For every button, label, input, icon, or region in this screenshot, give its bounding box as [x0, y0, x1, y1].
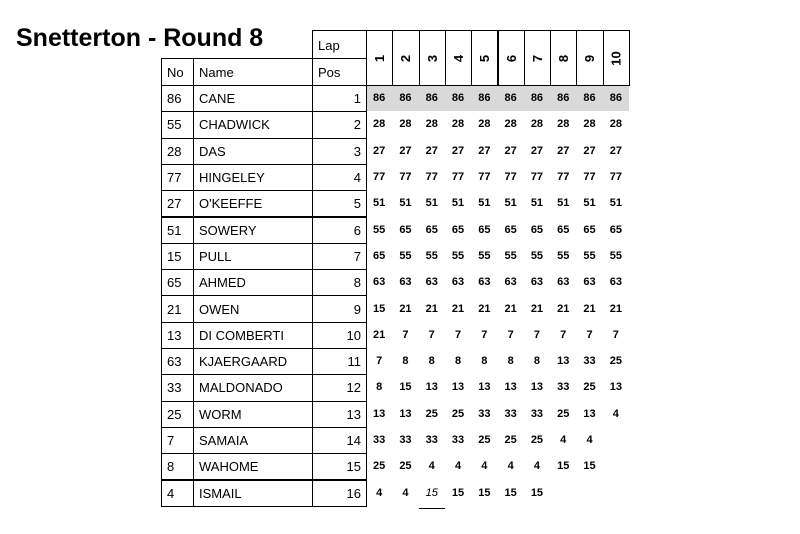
lap-cell: 15: [557, 460, 570, 473]
lap-cell: 25: [530, 434, 544, 447]
row-number: 13: [161, 322, 194, 349]
lap-cell: 33: [425, 434, 438, 447]
lap-cell: 86: [478, 92, 491, 105]
lap-cell: 28: [373, 118, 386, 131]
lap-cell: 27: [557, 144, 570, 157]
lap-cell: 8: [428, 355, 435, 368]
lap-cell: 7: [402, 328, 409, 341]
row-name: DAS: [193, 138, 313, 165]
page-title: Snetterton - Round 8: [16, 24, 264, 52]
lap-cell: 28: [504, 118, 517, 131]
cell-underline: [419, 508, 445, 509]
row-number: 7: [161, 427, 194, 454]
row-position: 8: [312, 269, 367, 296]
lap-cell: 33: [478, 407, 491, 420]
lap-cell: 7: [428, 328, 435, 341]
lap-cell: 77: [504, 171, 517, 184]
lap-cell: 21: [557, 302, 570, 315]
lap-cell: 55: [557, 249, 570, 262]
lap-cell: 15: [425, 486, 438, 499]
lap-cell: 55: [425, 249, 438, 262]
lap-cell: 13: [583, 407, 596, 420]
lap-number: 3: [424, 54, 440, 62]
row-name: HINGELEY: [193, 164, 313, 191]
row-name: O'KEEFFE: [193, 190, 313, 217]
lap-cell: 8: [402, 355, 409, 368]
lap-cell: [576, 480, 602, 506]
row-number: 77: [161, 164, 194, 191]
lap-cell: 65: [373, 249, 386, 262]
lap-cell: 28: [425, 118, 438, 131]
lap-cell: 51: [609, 197, 622, 210]
lap-cell: 27: [504, 144, 517, 157]
lap-cell: 28: [399, 118, 412, 131]
lap-cell: 21: [399, 302, 412, 315]
lap-header-8: [550, 30, 577, 86]
lap-cell: 28: [609, 118, 622, 131]
lap-cell: 8: [376, 381, 383, 394]
lap-cell: 63: [557, 276, 570, 289]
lap-cell: 7: [454, 328, 462, 341]
lap-cell: 7: [507, 328, 514, 341]
lap-cell: 4: [402, 486, 409, 499]
lap-header-7: [524, 30, 551, 86]
row-position: 2: [312, 111, 367, 138]
lap-cell: 25: [399, 460, 412, 473]
lap-cell: 21: [504, 302, 517, 315]
lap-cell: 4: [454, 460, 462, 473]
lap-cell: 7: [560, 328, 567, 341]
lap-cell: 51: [425, 197, 438, 210]
lap-cell: 51: [583, 197, 596, 210]
row-position: 1: [312, 85, 367, 112]
lap-cell: 86: [373, 92, 386, 105]
lap-cell: 33: [399, 434, 412, 447]
lap-cell: 86: [425, 92, 438, 105]
lap-cell: 77: [451, 171, 465, 184]
row-number: 65: [161, 269, 194, 296]
lap-cell: 63: [583, 276, 596, 289]
lap-number: 6: [503, 54, 519, 62]
row-number: 33: [161, 374, 194, 401]
row-name: WAHOME: [193, 453, 313, 480]
lap-cell: 27: [530, 144, 544, 157]
lap-cell: 21: [530, 302, 544, 315]
lap-cell: 27: [451, 144, 465, 157]
lap-cell: 51: [504, 197, 517, 210]
lap-cell: 33: [373, 434, 386, 447]
row-number: 25: [161, 401, 194, 428]
lap-cell: 51: [373, 197, 386, 210]
lap-cell: 13: [425, 381, 438, 394]
lap-cell: 8: [454, 355, 462, 368]
lap-cell: 27: [373, 144, 386, 157]
row-name: SOWERY: [193, 217, 313, 244]
lap-cell: 13: [557, 355, 570, 368]
row-number: 55: [161, 111, 194, 138]
row-name: ISMAIL: [193, 480, 313, 507]
row-position: 9: [312, 295, 367, 322]
lap-cell: 25: [557, 407, 570, 420]
lap-header-5: [471, 30, 498, 86]
row-number: 51: [161, 217, 194, 244]
lap-cell: 51: [557, 197, 570, 210]
lap-cell: 33: [583, 355, 596, 368]
lap-cell: 21: [451, 302, 465, 315]
row-number: 86: [161, 85, 194, 112]
lap-cell: 25: [451, 407, 465, 420]
row-number: 63: [161, 348, 194, 375]
lap-cell: 65: [478, 223, 491, 236]
lap-cell: 65: [530, 223, 544, 236]
row-position: 11: [312, 348, 367, 375]
lap-cell: 55: [478, 249, 491, 262]
lap-cell: 15: [583, 460, 596, 473]
lap-cell: 77: [530, 171, 544, 184]
lap-cell: 63: [530, 276, 544, 289]
lap-cell: [603, 453, 629, 479]
lap-cell: 4: [560, 434, 567, 447]
lap-header-10: [603, 30, 630, 86]
header-name: Name: [193, 58, 313, 86]
lap-cell: 51: [478, 197, 491, 210]
lap-cell: 33: [530, 407, 544, 420]
lap-cell: 25: [425, 407, 438, 420]
lap-cell: 63: [478, 276, 491, 289]
lap-cell: 28: [583, 118, 596, 131]
row-position: 13: [312, 401, 367, 428]
lap-cell: 86: [530, 92, 544, 105]
lap-cell: [603, 427, 629, 453]
lap-cell: 55: [609, 249, 622, 262]
row-name: DI COMBERTI: [193, 322, 313, 349]
lap-number: 2: [398, 54, 414, 62]
row-position: 6: [312, 217, 367, 244]
row-name: MALDONADO: [193, 374, 313, 401]
lap-cell: 55: [583, 249, 596, 262]
lap-cell: 55: [399, 249, 412, 262]
header-lap: Lap: [312, 30, 367, 59]
lap-header-2: [392, 30, 419, 86]
lap-cell: 4: [533, 460, 540, 473]
lap-header-6: [498, 30, 525, 86]
lap-cell: 63: [504, 276, 517, 289]
lap-cell: 55: [373, 223, 386, 236]
lap-cell: 28: [530, 118, 544, 131]
row-position: 15: [312, 453, 367, 480]
lap-cell: 8: [533, 355, 540, 368]
lap-cell: 25: [583, 381, 596, 394]
header-pos: Pos: [312, 58, 367, 86]
lap-cell: 27: [478, 144, 491, 157]
lap-cell: 77: [478, 171, 491, 184]
lap-cell: 25: [373, 460, 386, 473]
lap-header-4: [445, 30, 472, 86]
lap-cell: 65: [425, 223, 438, 236]
lap-cell: 51: [399, 197, 412, 210]
row-position: 3: [312, 138, 367, 165]
row-number: 27: [161, 190, 194, 217]
row-position: 5: [312, 190, 367, 217]
lap-cell: 86: [557, 92, 570, 105]
lap-cell: 4: [612, 407, 619, 420]
lap-cell: [550, 480, 576, 506]
row-name: SAMAIA: [193, 427, 313, 454]
lap-cell: 65: [609, 223, 622, 236]
lap-cell: 21: [373, 328, 386, 341]
lap-cell: 4: [586, 434, 593, 447]
row-name: OWEN: [193, 295, 313, 322]
lap-cell: 63: [399, 276, 412, 289]
lap-cell: 4: [376, 486, 383, 499]
row-position: 10: [312, 322, 367, 349]
lap-cell: 13: [399, 407, 412, 420]
lap-cell: 51: [451, 197, 465, 210]
lap-cell: 28: [478, 118, 491, 131]
lap-cell: 65: [557, 223, 570, 236]
lap-cell: 15: [399, 381, 412, 394]
lap-cell: 8: [481, 355, 488, 368]
lap-cell: 8: [507, 355, 514, 368]
row-name: PULL: [193, 243, 313, 270]
lap-cell: 27: [609, 144, 622, 157]
lap-cell: 27: [425, 144, 438, 157]
row-position: 14: [312, 427, 367, 454]
lap-cell: 15: [451, 486, 465, 499]
lap-cell: 15: [373, 302, 386, 315]
lap-cell: 4: [428, 460, 435, 473]
row-name: CHADWICK: [193, 111, 313, 138]
lap-cell: 27: [583, 144, 596, 157]
lap-cell: 51: [530, 197, 544, 210]
lap-header-1: [366, 30, 393, 86]
lap-cell: 21: [609, 302, 622, 315]
lap-cell: 55: [504, 249, 517, 262]
lap-cell: 25: [478, 434, 491, 447]
lap-number: 8: [556, 54, 572, 62]
lap-cell: 77: [609, 171, 622, 184]
lap-cell: 15: [530, 486, 544, 499]
lap-cell: 55: [451, 249, 465, 262]
lap-cell: 27: [399, 144, 412, 157]
lap-cell: 21: [478, 302, 491, 315]
lap-cell: 25: [609, 355, 622, 368]
lap-number: 4: [451, 54, 467, 62]
lap-number: 10: [608, 50, 624, 66]
row-name: CANE: [193, 85, 313, 112]
lap-cell: 7: [376, 355, 383, 368]
lap-cell: 15: [478, 486, 491, 499]
lap-cell: 25: [504, 434, 517, 447]
lap-cell: 13: [373, 407, 386, 420]
lap-cell: 13: [504, 381, 517, 394]
row-number: 4: [161, 480, 194, 507]
lap-cell: 4: [481, 460, 488, 473]
lap-cell: 77: [425, 171, 438, 184]
lap-cell: 63: [451, 276, 465, 289]
lap-header-3: [419, 30, 446, 86]
lap-cell: 65: [583, 223, 596, 236]
lap-cell: 65: [504, 223, 517, 236]
lap-cell: 63: [609, 276, 622, 289]
lap-cell: 77: [583, 171, 596, 184]
lap-cell: 63: [373, 276, 386, 289]
row-number: 15: [161, 243, 194, 270]
lap-cell: 21: [425, 302, 438, 315]
lap-cell: 86: [609, 92, 622, 105]
row-position: 16: [312, 480, 367, 507]
row-position: 12: [312, 374, 367, 401]
lap-cell: 77: [373, 171, 386, 184]
lap-number: 1: [372, 54, 388, 62]
lap-cell: 7: [586, 328, 593, 341]
lap-cell: 33: [451, 434, 465, 447]
lap-cell: [603, 480, 629, 506]
lap-cell: 13: [451, 381, 465, 394]
lap-cell: 65: [451, 223, 465, 236]
lap-cell: 7: [533, 328, 540, 341]
lap-cell: 77: [557, 171, 570, 184]
lap-cell: 86: [399, 92, 412, 105]
lap-cell: 13: [609, 381, 622, 394]
lap-cell: 86: [451, 92, 465, 105]
lap-cell: 13: [530, 381, 544, 394]
row-name: WORM: [193, 401, 313, 428]
lap-cell: 86: [583, 92, 596, 105]
row-position: 4: [312, 164, 367, 191]
lap-cell: 7: [481, 328, 488, 341]
row-number: 28: [161, 138, 194, 165]
lap-cell: 15: [504, 486, 517, 499]
lap-cell: 77: [399, 171, 412, 184]
lap-cell: 7: [612, 328, 619, 341]
lap-cell: 21: [583, 302, 596, 315]
lap-cell: 65: [399, 223, 412, 236]
row-name: KJAERGAARD: [193, 348, 313, 375]
lap-cell: 28: [451, 118, 465, 131]
lap-cell: 13: [478, 381, 491, 394]
row-position: 7: [312, 243, 367, 270]
lap-number: 7: [529, 54, 545, 62]
lap-cell: 63: [425, 276, 438, 289]
lap-number: 5: [477, 54, 493, 62]
lap-cell: 33: [557, 381, 570, 394]
lap-cell: 86: [504, 92, 517, 105]
lap-cell: 33: [504, 407, 517, 420]
row-number: 21: [161, 295, 194, 322]
lap-cell: 55: [530, 249, 544, 262]
lap-cell: 28: [557, 118, 570, 131]
lap-cell: 4: [507, 460, 514, 473]
lap-number: 9: [582, 54, 598, 62]
row-number: 8: [161, 453, 194, 480]
header-no: No: [161, 58, 194, 86]
lap-header-9: [576, 30, 603, 86]
row-name: AHMED: [193, 269, 313, 296]
